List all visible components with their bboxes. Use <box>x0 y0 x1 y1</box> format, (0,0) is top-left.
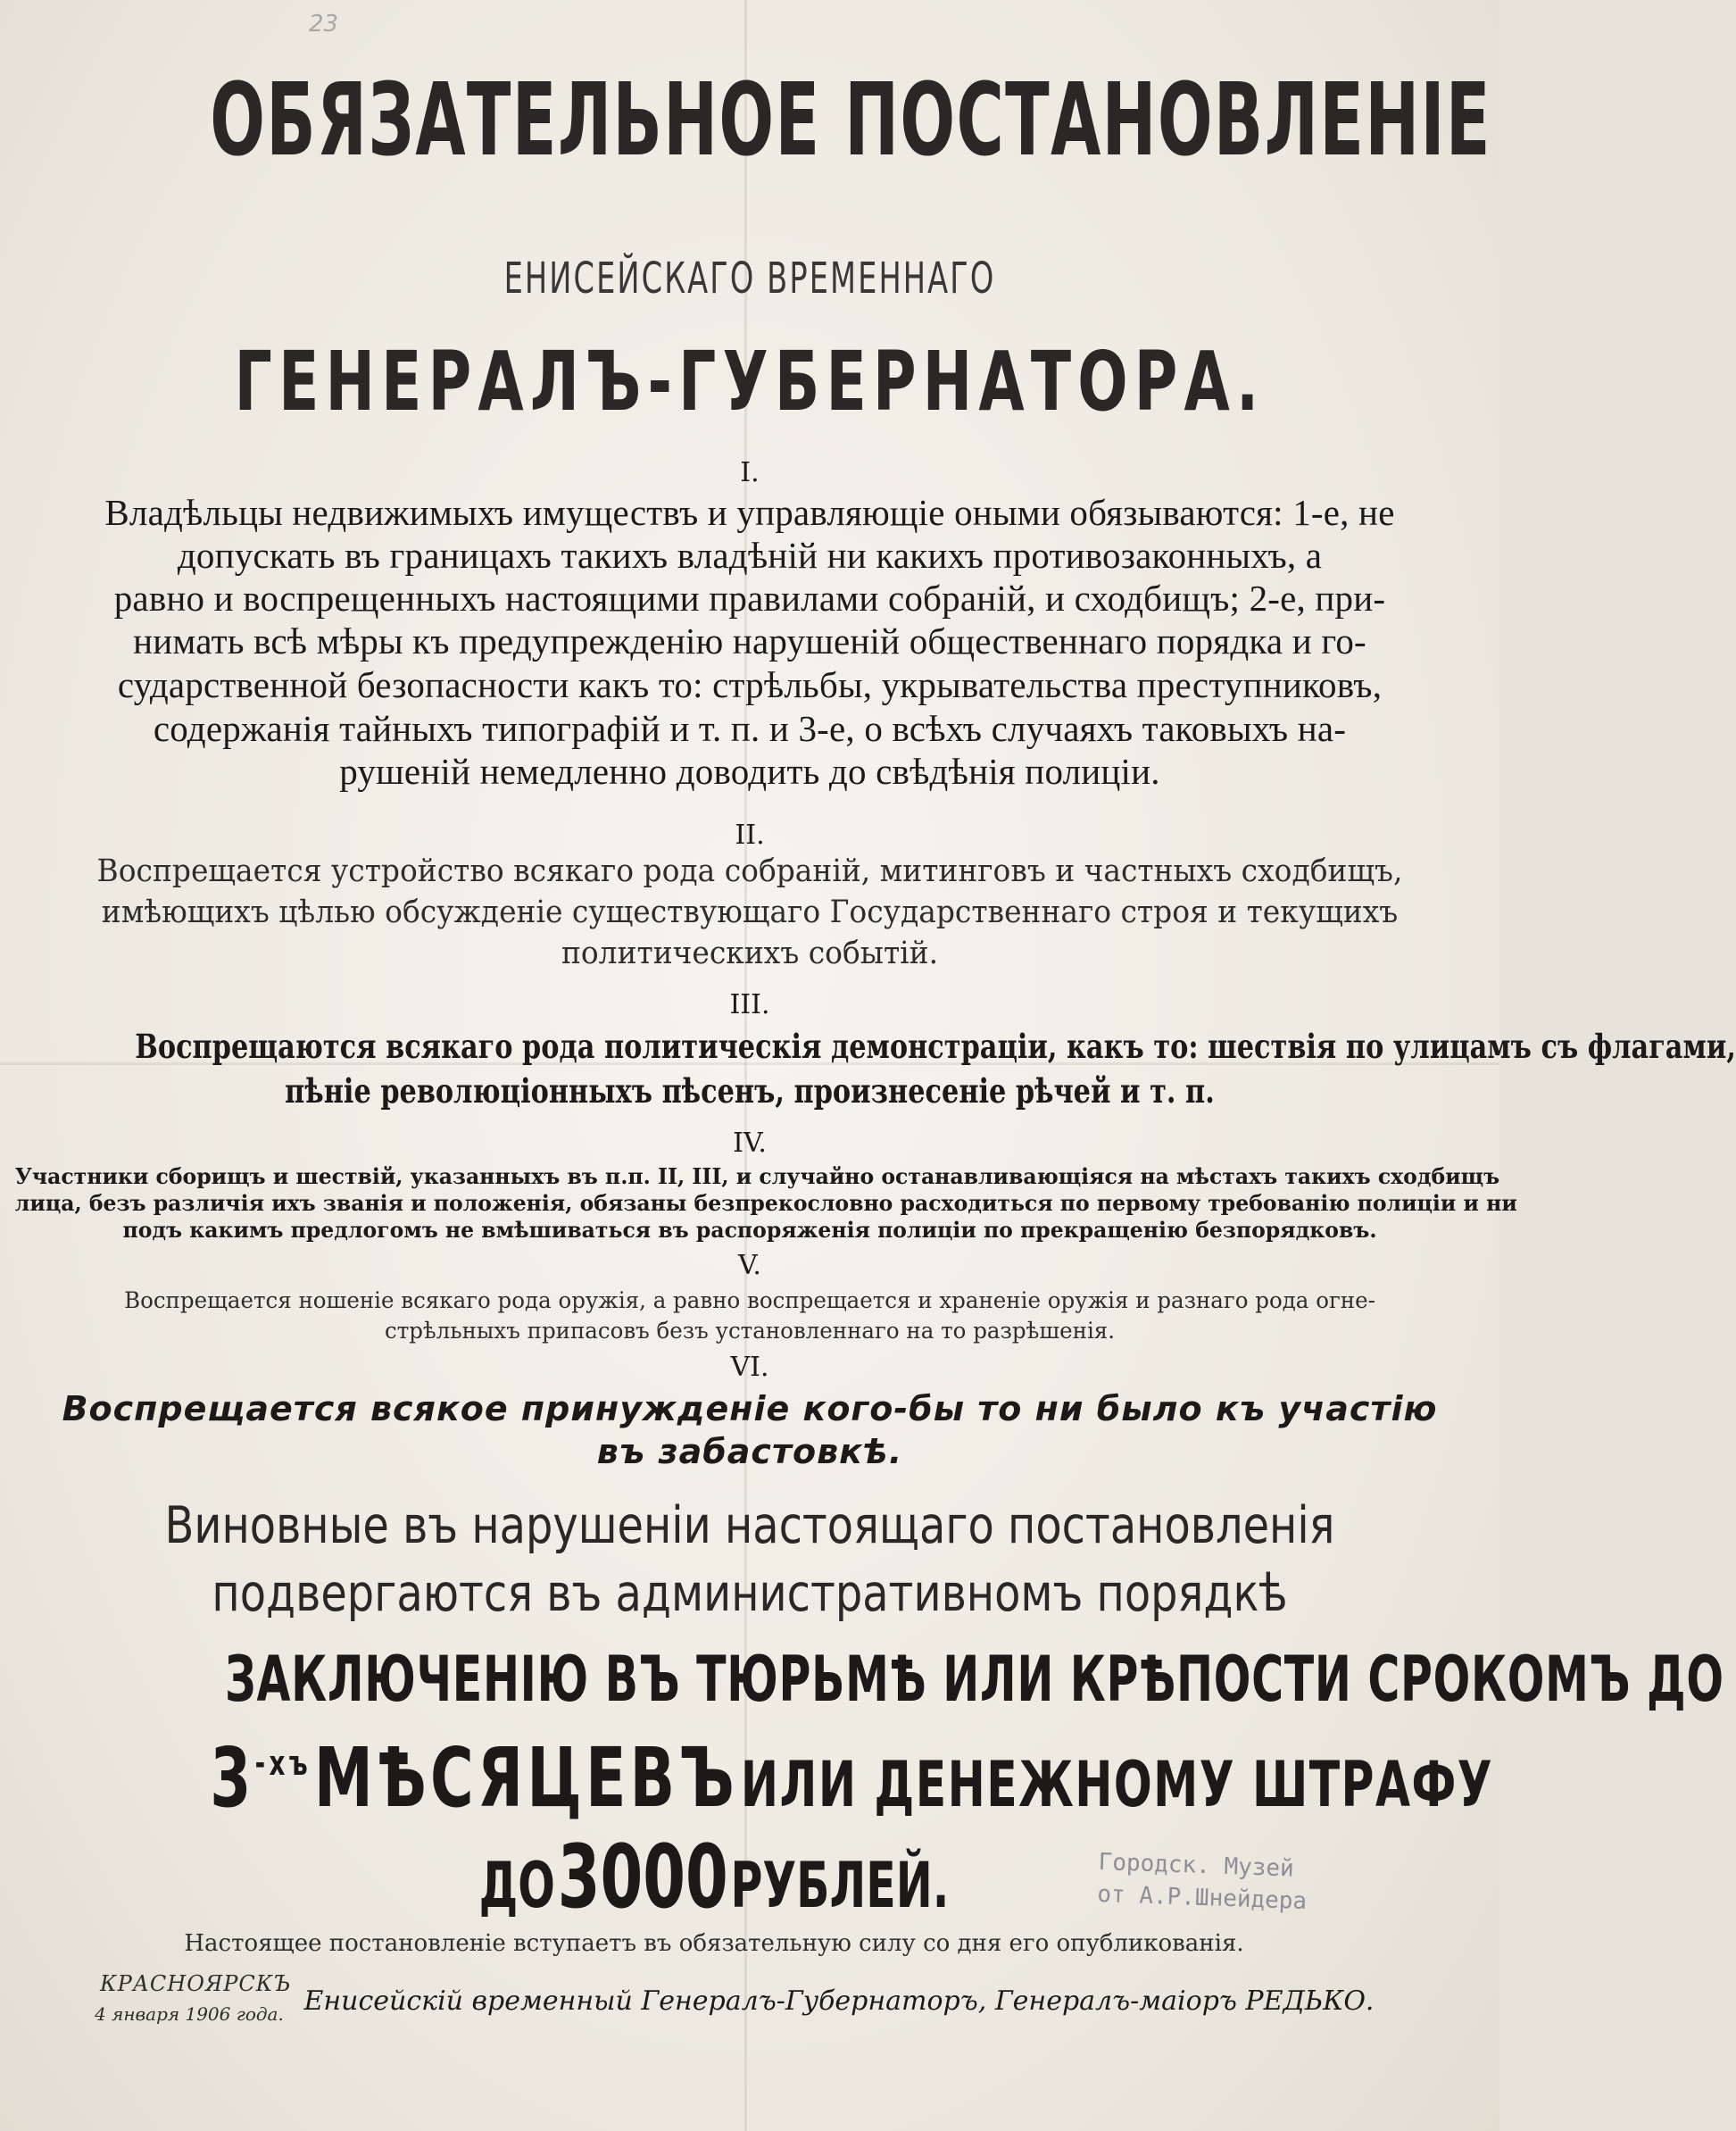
penalty-line-3: ЗАКЛЮЧЕНІЮ ВЪ ТЮРЬМѢ ИЛИ КРѢПОСТИ СРОКОМЪ ДО <box>225 1643 1724 1716</box>
city: КРАСНОЯРСКЪ <box>100 1971 292 1996</box>
section-line: стрѣльныхъ припасовъ безъ установленнаго на то разрѣшенія. <box>384 1318 1116 1344</box>
section-number: I. <box>740 457 760 488</box>
section-line: Воспрещается ношеніе всякаго рода оружія, а равно воспрещается и храненіе оружія и разнаго рода огне- <box>124 1287 1375 1313</box>
months-word: МѢСЯЦЕВЪ <box>313 1730 739 1826</box>
section-line: политическихъ событій. <box>561 936 939 971</box>
section-line: Владѣльцы недвижимыхъ имуществъ и управляющіе оными обязываются: 1-е, не <box>104 492 1395 533</box>
section-line: пѣніе революціонныхъ пѣсенъ, произнесеніе рѣчей и т. п. <box>285 1071 1215 1111</box>
section-line: имѣющихъ цѣлью обсужденіе существующаго Государственнаго строя и текущихъ <box>101 895 1399 930</box>
section-number: VI. <box>730 1352 769 1383</box>
penalty-line-5 <box>189 1827 1239 1928</box>
penalty-line-1: Виновные въ нарушеніи настоящаго постановленія <box>164 1496 1335 1555</box>
penalty-line-2: подвергаются въ административномъ порядкѣ <box>212 1564 1288 1623</box>
section-line: Воспрещается всякое принужденіе кого-бы то ни было къ участію <box>62 1389 1438 1428</box>
rubles-label: РУБЛЕЙ. <box>730 1849 950 1922</box>
title-line-3: ГЕНЕРАЛЪ-ГУБЕРНАТОРА. <box>234 334 1266 429</box>
date: 4 января 1906 года. <box>95 2003 284 2025</box>
section-line: сударственной безопасности какъ то: стрѣльбы, укрывательства преступниковъ, <box>117 664 1383 705</box>
fine-amount: 3000 <box>557 1827 728 1928</box>
title-line-2: ЕНИСЕЙСКАГО ВРЕМЕННАГО <box>503 254 996 304</box>
months-number: $3^{-хъ}$ <box>210 1730 311 1826</box>
section-line: содержанія тайныхъ типографій и т. п. и 3-е, о всѣхъ случаяхъ таковыхъ на- <box>153 708 1347 749</box>
fine-text: ИЛИ ДЕНЕЖНОМУ ШТРАФУ <box>740 1748 1494 1821</box>
section-line: рушеній немедленно доводить до свѣдѣнія полиціи. <box>339 751 1160 792</box>
section-line: Воспрещаются всякаго рода политическія демонстраціи, какъ то: шествія по улицамъ съ флагами, <box>135 1027 1736 1066</box>
stamp-line-2: от А.Р.Шнейдера <box>1096 1880 1308 1916</box>
section-line: подъ какимъ предлогомъ не вмѣшиваться въ распоряженія полиціи по прекращенію безпорядковъ. <box>122 1217 1377 1243</box>
section-line: равно и воспрещенныхъ настоящими правилами собраній, и сходбищъ; 2-е, при- <box>113 578 1386 619</box>
effective-note: Настоящее постановленіе вступаетъ въ обязательную силу со дня его опубликованія. <box>184 1930 1244 1957</box>
upto-label: ДО <box>478 1849 555 1922</box>
section-number: IV. <box>733 1128 767 1159</box>
museum-stamp <box>1097 1846 1308 1918</box>
title-line-1: ОБЯЗАТЕЛЬНОЕ ПОСТАНОВЛЕНІЕ <box>210 62 1491 179</box>
section-number: V. <box>738 1250 761 1281</box>
section-number: III. <box>729 989 770 1020</box>
section-number: II. <box>735 820 765 851</box>
section-line: допускать въ границахъ такихъ владѣній ни какихъ противозаконныхъ, а <box>177 535 1323 576</box>
section-line: нимать всѣ мѣры къ предупрежденію нарушеній общественнаго порядка и го- <box>133 620 1366 662</box>
section-line: Участники сборищъ и шествій, указанныхъ въ п.п. II, III, и случайно останавливающіяся на мѣстахъ такихъ сходбищъ <box>14 1163 1500 1189</box>
section-line: лица, безъ различія ихъ званія и положенія, обязаны безпрекословно расходиться по первому требованію полиціи и ни <box>14 1190 1517 1216</box>
signature: Енисейскій временный Генералъ-Губернаторъ, Генералъ-маіоръ РЕДЬКО. <box>303 1985 1375 2017</box>
section-line: Воспрещается устройство всякаго рода собраній, митинговъ и частныхъ сходбищъ, <box>96 853 1403 889</box>
penalty-line-4 <box>210 1730 1494 1826</box>
section-line: въ забастовкѣ. <box>596 1432 903 1471</box>
stamp-line-1: Городск. Музей <box>1098 1848 1295 1883</box>
pencil-mark: 23 <box>309 11 339 37</box>
